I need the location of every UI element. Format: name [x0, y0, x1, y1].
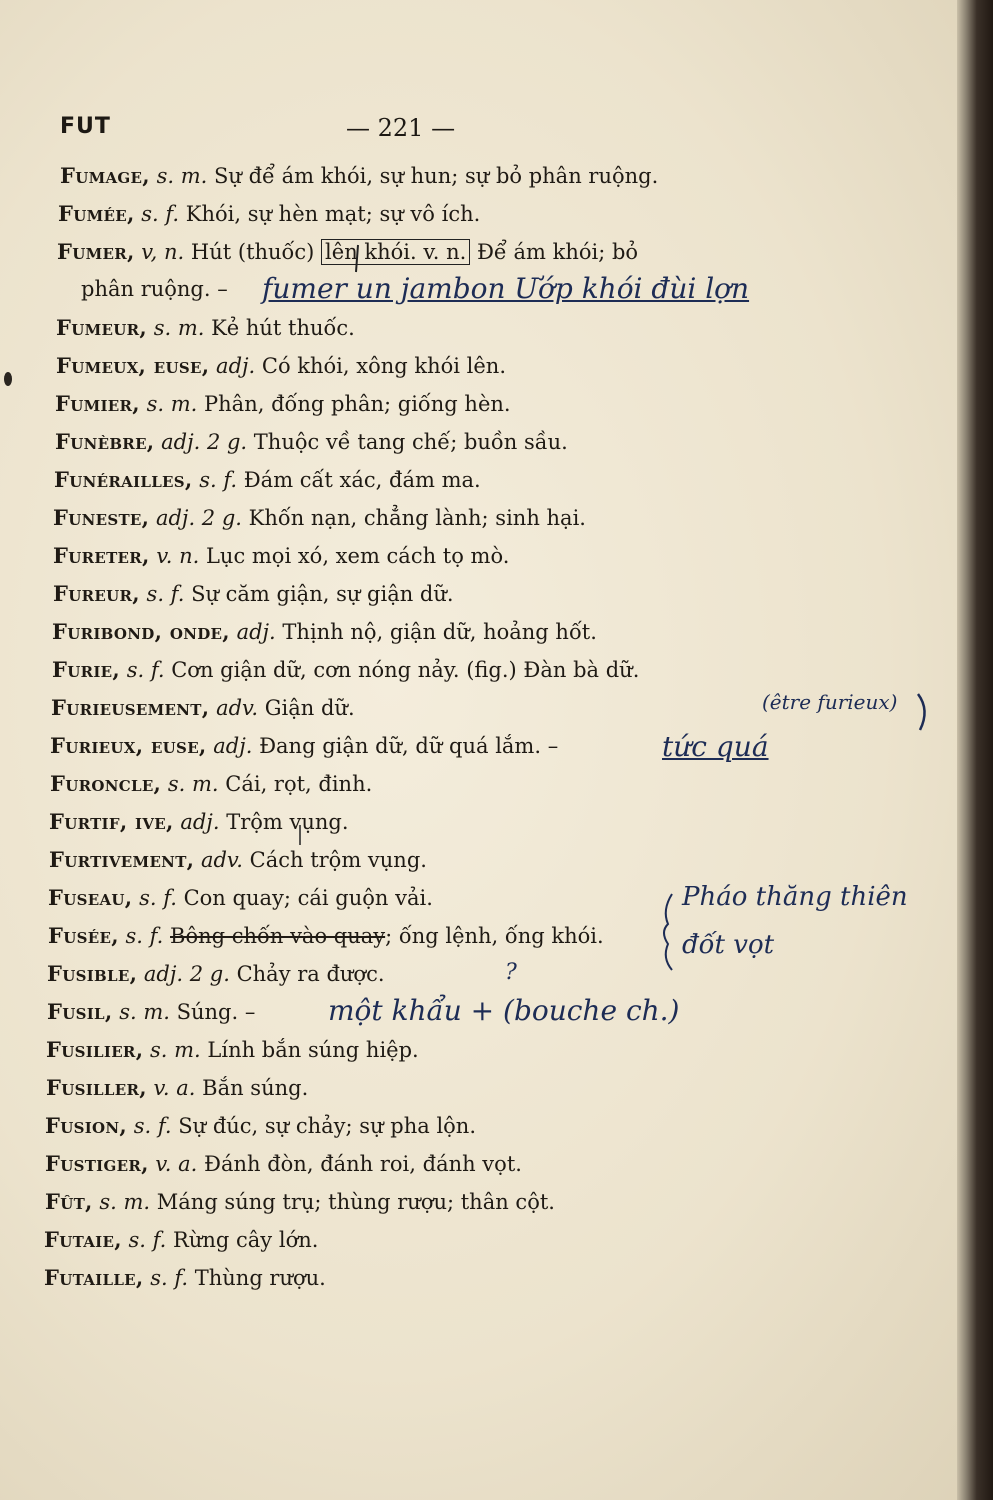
- right-paren-stroke: [918, 694, 925, 730]
- grammar-tag: adj.: [216, 354, 256, 378]
- headword: Furtif, ive,: [49, 809, 174, 834]
- headword: Fusil,: [47, 999, 113, 1024]
- headword: Fumeur,: [56, 315, 147, 340]
- definition: Đám cất xác, đám ma.: [243, 468, 481, 492]
- definition: Có khói, xông khói lên.: [261, 354, 506, 378]
- grammar-tag: s. m.: [153, 316, 205, 340]
- definition: Máng súng trụ; thùng rượu; thân cột.: [156, 1190, 555, 1214]
- grammar-tag: adv.: [200, 848, 243, 872]
- headword: Fureur,: [53, 581, 140, 606]
- definition: Khói, sự hèn mạt; sự vô ích.: [185, 202, 481, 226]
- grammar-tag: s. f.: [133, 1114, 172, 1138]
- definition: Để ám khói; bỏ: [476, 240, 639, 264]
- headword: Fumage,: [60, 163, 150, 188]
- definition: Rừng cây lớn.: [173, 1228, 319, 1252]
- definition: Phân, đống phân; giống hèn.: [204, 392, 511, 416]
- headword: Fusilier,: [46, 1037, 144, 1062]
- left-brace-stroke: [664, 894, 672, 970]
- headword: Fusion,: [45, 1113, 128, 1138]
- headword: Funèbre,: [55, 429, 155, 454]
- definition: Cách trộm vụng.: [249, 848, 427, 872]
- headword: Fumier,: [55, 391, 140, 416]
- grammar-tag: s. f.: [125, 924, 164, 948]
- handwritten-paren-furieux: (être furieux): [762, 690, 898, 714]
- definition: Thịnh nộ, giận dữ, hoảng hốt.: [282, 620, 597, 644]
- definition: Sự để ám khói, sự hun; sự bỏ phân ruộng.: [213, 164, 659, 188]
- grammar-tag: s. f.: [150, 1266, 189, 1290]
- grammar-tag: s. f.: [128, 1228, 167, 1252]
- definition: Đánh đòn, đánh roi, đánh vọt.: [204, 1152, 522, 1176]
- grammar-tag: s. m.: [150, 1038, 201, 1062]
- running-head: FUT: [60, 114, 111, 139]
- handwritten-note-fusee-1: Pháo thăng thiên: [682, 882, 908, 912]
- definition: Lục mọi xó, xem cách tọ mò.: [205, 544, 510, 568]
- page-number: — 221 —: [346, 114, 456, 142]
- definition: Chảy ra được.: [236, 962, 385, 986]
- grammar-tag: v. n.: [156, 544, 200, 568]
- grammar-tag: v. a.: [153, 1076, 196, 1100]
- grammar-tag: s. f.: [141, 202, 180, 226]
- boxed-bracket-stroke: [356, 245, 358, 272]
- grammar-tag: adj.: [236, 620, 276, 644]
- headword: Fusée,: [48, 923, 119, 948]
- definition: Con quay; cái guộn vải.: [183, 886, 433, 910]
- headword: Fût,: [45, 1189, 93, 1214]
- grammar-tag: s. m.: [146, 392, 198, 416]
- headword: Futaille,: [44, 1265, 144, 1290]
- headword: Funeste,: [53, 505, 150, 530]
- grammar-tag: s. f.: [139, 886, 177, 910]
- headword: Furieux, euse,: [50, 733, 207, 758]
- definition: Đang giận dữ, dữ quá lắm. –: [259, 734, 559, 758]
- definition: Cơn giận dữ, cơn nóng nảy. (fig.) Đàn bà dữ.: [171, 658, 640, 682]
- boxed-definition: lên khói. v. n.: [321, 239, 470, 265]
- headword: Fumée,: [58, 201, 135, 226]
- headword: Fusible,: [47, 961, 138, 986]
- handwritten-question-mark: ?: [505, 960, 517, 985]
- grammar-tag: s. f.: [146, 582, 185, 606]
- headword: Furibond, onde,: [52, 619, 230, 644]
- handwritten-note-fusee-2: đốt vọt: [682, 930, 775, 960]
- grammar-tag: v, n.: [141, 240, 185, 264]
- grammar-tag: adj. 2 g.: [161, 430, 248, 454]
- grammar-tag: s. m.: [99, 1190, 151, 1214]
- definition: Thùng rượu.: [194, 1266, 326, 1290]
- definition: Khốn nạn, chẳng lành; sinh hại.: [248, 506, 586, 530]
- headword: Fustiger,: [45, 1151, 149, 1176]
- grammar-tag: s. m.: [119, 1000, 170, 1024]
- book-spine: [957, 0, 993, 1500]
- grammar-tag: adj.: [180, 810, 220, 834]
- headword: Fusiller,: [46, 1075, 147, 1100]
- definition: Cái, rọt, đinh.: [225, 772, 373, 796]
- headword: Furtivement,: [49, 847, 195, 872]
- headword: Furie,: [52, 657, 121, 682]
- definition: Sự đúc, sự chảy; sự pha lộn.: [178, 1114, 476, 1138]
- grammar-tag: s. f.: [199, 468, 238, 492]
- definition: Trộm vụng.: [226, 810, 349, 834]
- grammar-tag: s. m.: [167, 772, 219, 796]
- headword: Furoncle,: [50, 771, 162, 796]
- grammar-tag: s. f.: [126, 658, 165, 682]
- headword: Furieusement,: [51, 695, 210, 720]
- definition: Bắn súng.: [202, 1076, 309, 1100]
- definition: Thuộc về tang chế; buồn sầu.: [253, 430, 568, 454]
- definition: Kẻ hút thuốc.: [211, 316, 355, 340]
- headword: Fumeux, euse,: [56, 353, 210, 378]
- grammar-tag: adj. 2 g.: [143, 962, 230, 986]
- headword: Fureter,: [53, 543, 150, 568]
- definition: Giận dữ.: [264, 696, 355, 720]
- definition: Lính bắn súng hiệp.: [207, 1038, 419, 1062]
- grammar-tag: v. a.: [155, 1152, 198, 1176]
- grammar-tag: s. m.: [156, 164, 208, 188]
- definition: Súng. –: [176, 1000, 256, 1024]
- definition: Hút (thuốc): [190, 240, 315, 264]
- headword: Fumer,: [57, 239, 135, 264]
- headword: Fuseau,: [48, 885, 133, 910]
- grammar-tag: adv.: [216, 696, 259, 720]
- headword: Funérailles,: [54, 467, 193, 492]
- grammar-tag: adj.: [213, 734, 253, 758]
- headword: Futaie,: [44, 1227, 122, 1252]
- grammar-tag: adj. 2 g.: [155, 506, 242, 530]
- definition: phân ruộng. –: [81, 277, 228, 301]
- struck-definition: Bông chốn vào quay: [170, 924, 386, 948]
- handwritten-note-furieux: tức quá: [662, 730, 769, 763]
- definition: ; ống lệnh, ống khói.: [385, 924, 604, 948]
- handwritten-note-fusil: một khẩu + (bouche ch.): [328, 994, 680, 1027]
- handwritten-note-fumer: fumer un jambon Ướp khói đùi lợn: [262, 272, 750, 305]
- definition: Sự căm giận, sự giận dữ.: [191, 582, 454, 606]
